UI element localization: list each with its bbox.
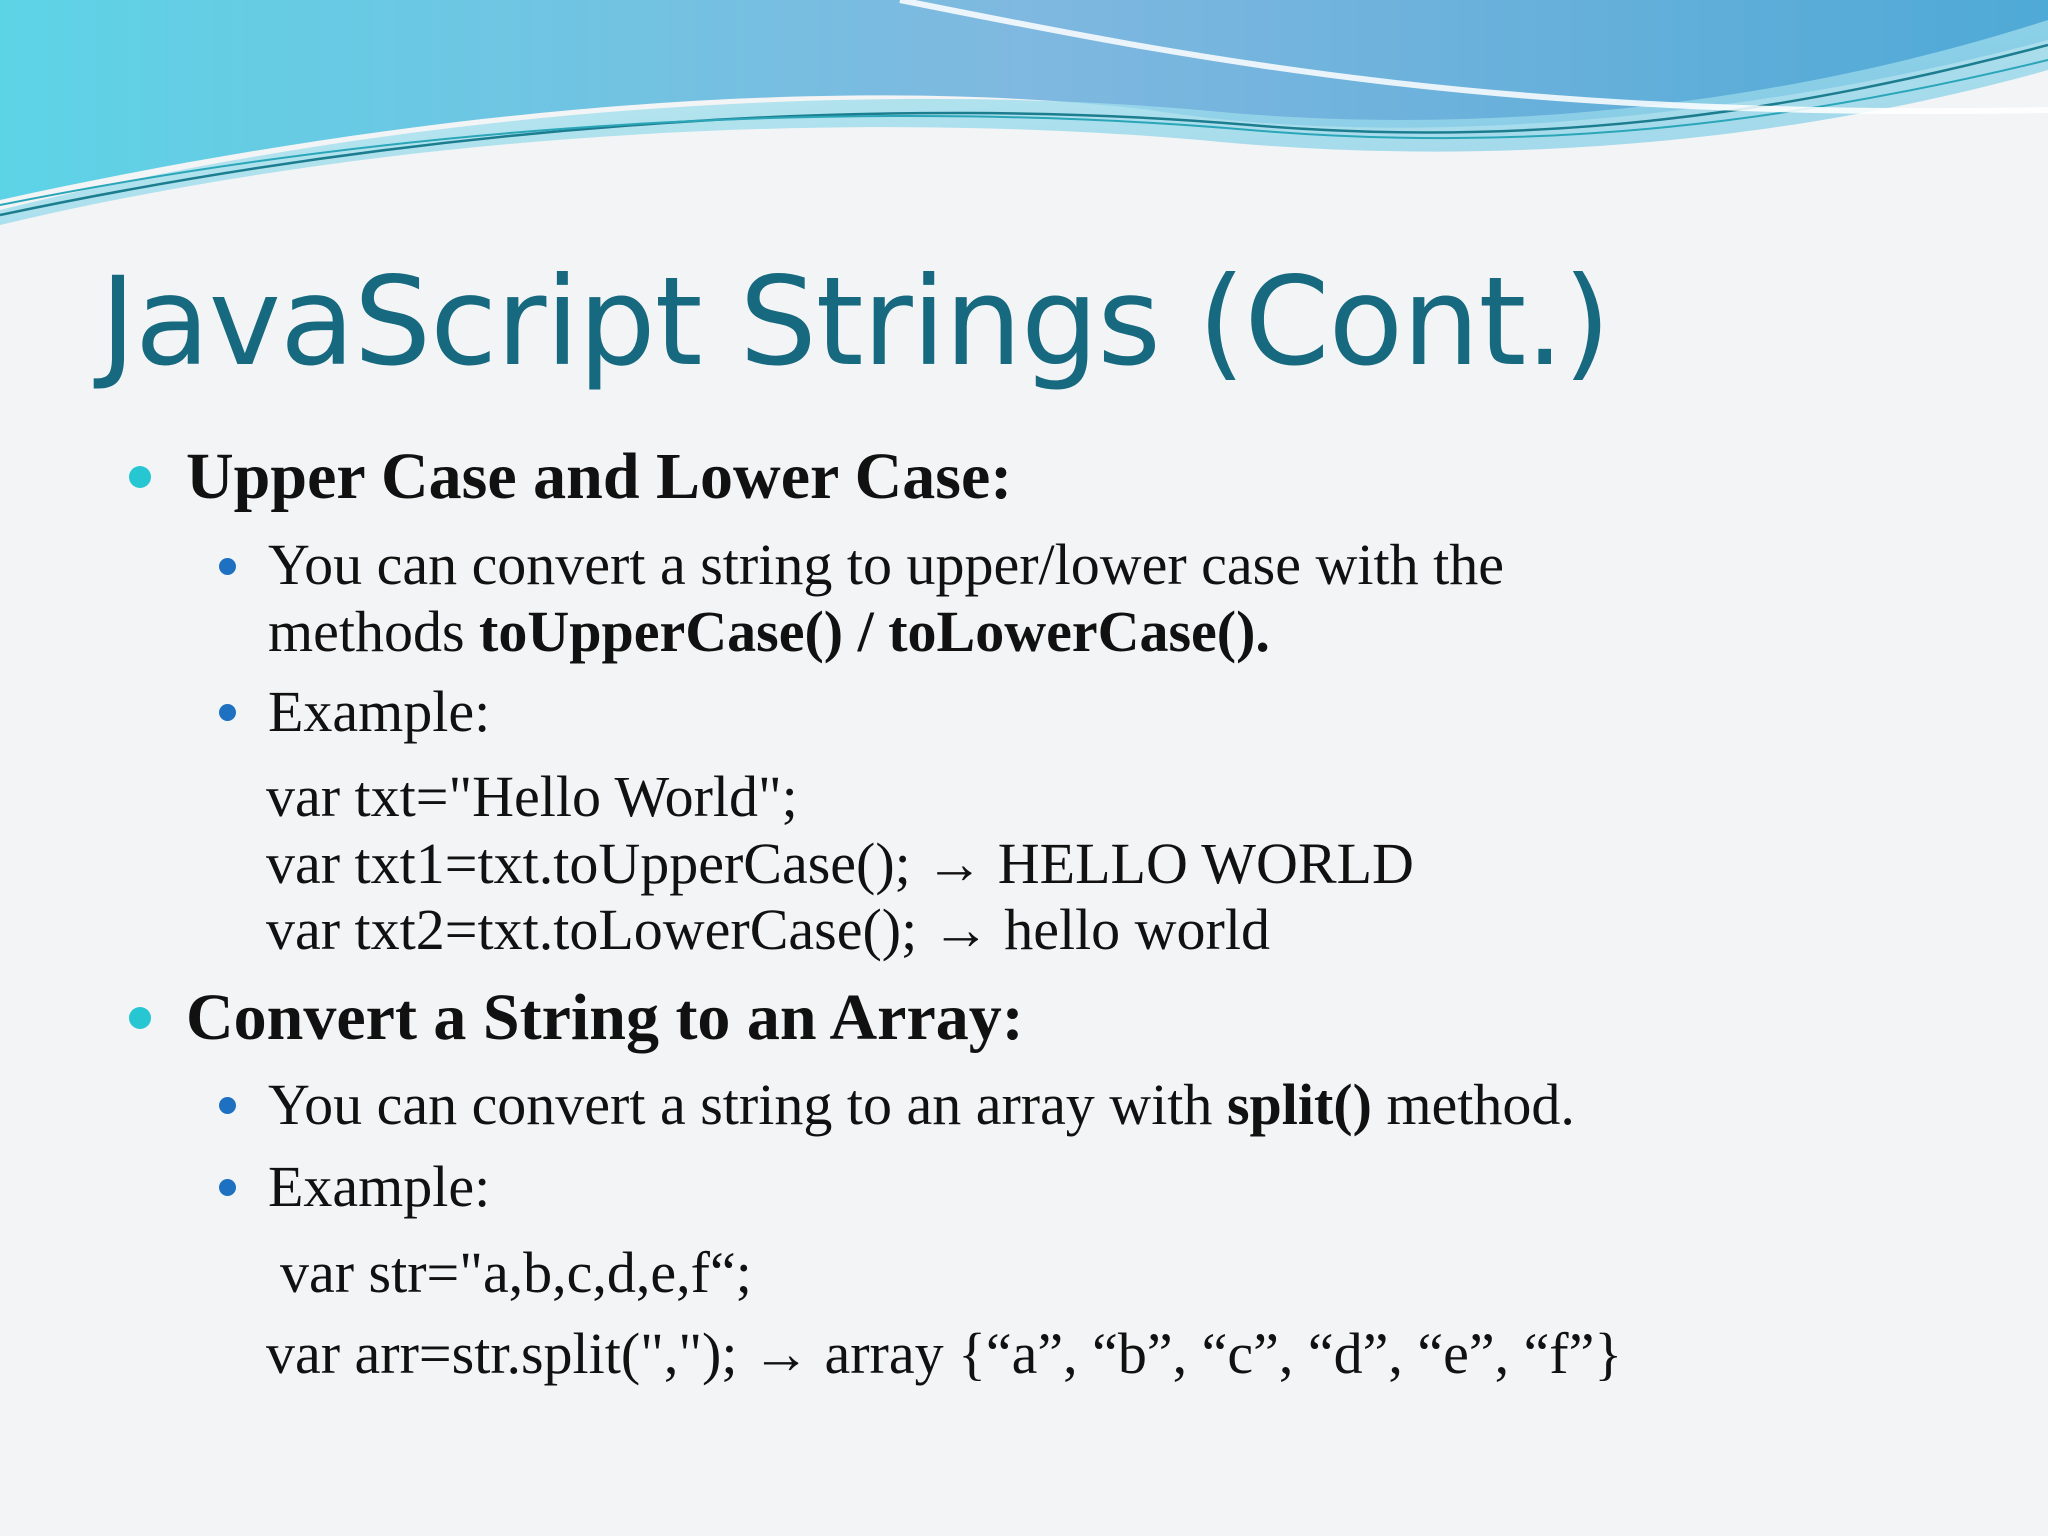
code-line: var str="a,b,c,d,e,f“; (280, 1240, 752, 1305)
header-wave-decoration (0, 0, 2048, 240)
example-label: Example: (268, 679, 491, 744)
point-case-description-line1: You can convert a string to upper/lower case with the (268, 532, 1504, 597)
code-line: var txt1=txt.toUpperCase(); → HELLO WORLD (266, 831, 1414, 896)
bullet-icon (219, 704, 236, 721)
bullet-icon (129, 466, 151, 488)
bullet-icon (219, 1097, 236, 1114)
method-name: split() (1226, 1072, 1372, 1137)
example-label: Example: (268, 1154, 491, 1219)
section-heading-case: Upper Case and Lower Case: (186, 440, 1013, 513)
code-line: var arr=str.split(","); → array {“a”, “b”, “c”, “d”, “e”, “f”} (266, 1321, 1623, 1386)
point-array-text: method. (1371, 1072, 1575, 1137)
bullet-icon (219, 1179, 236, 1196)
code-line: var txt="Hello World"; (266, 764, 798, 829)
method-names: toUpperCase() / toLowerCase(). (479, 599, 1270, 664)
bullet-icon (129, 1007, 151, 1029)
bullet-icon (219, 558, 236, 575)
point-case-description-line2 (268, 599, 1270, 664)
section-heading-array: Convert a String to an Array: (186, 981, 1024, 1054)
point-case-text: methods (268, 599, 480, 664)
slide-title: JavaScript Strings (Cont.) (100, 251, 1610, 393)
point-array-text: You can convert a string to an array with (268, 1072, 1227, 1137)
point-array-description (268, 1072, 1575, 1137)
code-line: var txt2=txt.toLowerCase(); → hello world (266, 897, 1270, 962)
